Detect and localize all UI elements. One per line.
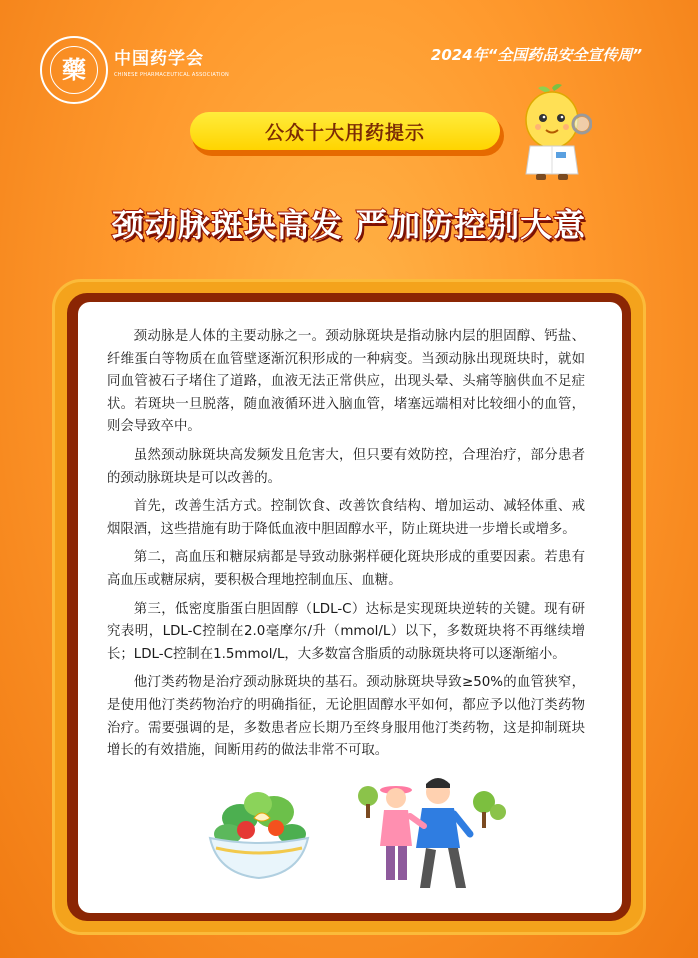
article-body	[107, 326, 585, 769]
paragraph-2: 虽然颈动脉斑块高发频发且危害大，但只要有效防控，合理治疗，部分患者的颈动脉斑块是可以改善的。	[107, 447, 585, 486]
paragraph-4: 第二，高血压和糖尿病都是导致动脉粥样硬化斑块形成的重要因素。若患有高血压或糖尿病，要积极合理地控制血压、血糖。	[107, 550, 585, 588]
banner-pill	[190, 112, 500, 150]
paragraph-1: 颈动脉是人体的主要动脉之一。颈动脉斑块是指动脉内层的胆固醇、钙盐、纤维蛋白等物质在血管壁逐渐沉积形成的一种病变。当颈动脉出现斑块时，就如同血管被石子堵住了道路，血液无法正常供应，出现头晕、头痛等脑供血不足症状。若斑块一旦脱落，随血液循环进入脑血管，堵塞远端相对比较细小的血管，则会导致卒中。	[107, 329, 585, 435]
banner-label: 公众十大用药提示	[264, 121, 425, 144]
paragraph-5: 第三，低密度脂蛋白胆固醇（LDL-C）达标是实现斑块逆转的关键。现有研究表明，LDL-C控制在2.0毫摩尔/升（mmol/L）以下，多数斑块将不再继续增长；LDL-C控制在1.5mmol/L，大多数富含脂质的动脉斑块将可以逐渐缩小。	[107, 601, 585, 662]
paragraph-6: 他汀类药物是治疗颈动脉斑块的基石。颈动脉斑块导致≥50%的血管狭窄，是使用他汀类药物治疗的明确指征，无论胆固醇水平如何，都应予以他汀类药物治疗。需要强调的是，多数患者应长期乃至终身服用他汀类药物，这是抑制斑块增长的有效措施，间断用药的做法非常不可取。	[107, 675, 585, 759]
seal-character: 藥	[62, 55, 86, 84]
org-name: 中国药学会	[114, 49, 204, 69]
headline: 颈动脉斑块高发 严加防控别大意	[111, 206, 587, 244]
mascot-illustration	[512, 82, 592, 182]
association-seal-logo	[40, 36, 108, 104]
walking-couple-illustration	[352, 772, 512, 898]
org-name-en: CHINESE PHARMACEUTICAL ASSOCIATION	[114, 72, 230, 78]
salad-bowl-illustration	[200, 778, 318, 886]
campaign-title: 2024年“全国药品安全宣传周”	[430, 46, 642, 64]
paragraph-3: 首先，改善生活方式。控制饮食、改善饮食结构、增加运动、减轻体重、戒烟限酒，这些措施有助于降低血液中胆固醇水平，防止斑块进一步增长或增多。	[107, 499, 585, 537]
header	[0, 0, 698, 100]
